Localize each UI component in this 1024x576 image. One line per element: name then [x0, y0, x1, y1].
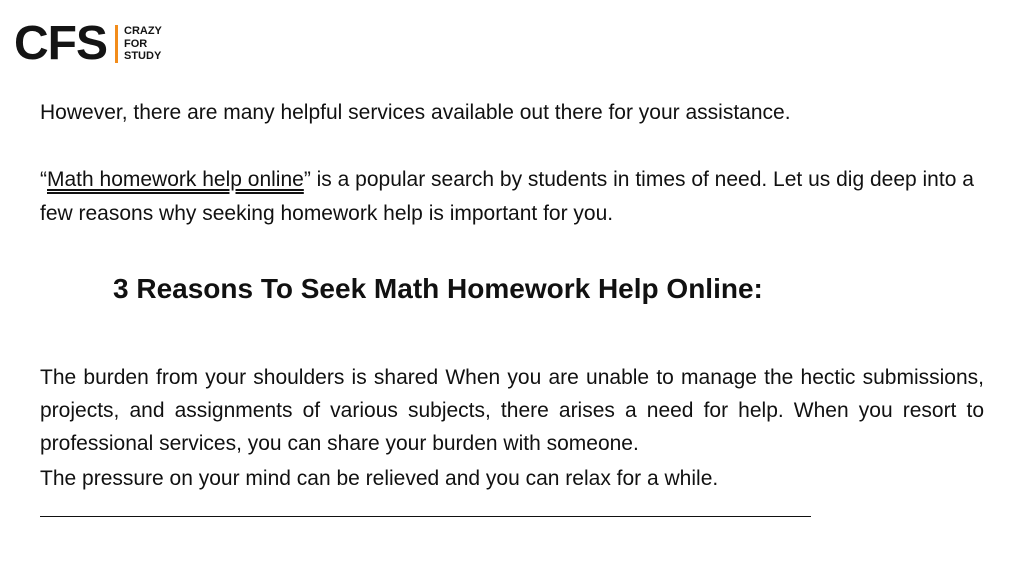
- cfs-logo: [14, 17, 162, 70]
- pressure-paragraph: The pressure on your mind can be relieved and you can relax for a while.: [40, 467, 719, 490]
- burden-paragraph: The burden from your shoulders is shared When you are unable to manage the hectic submissions, projects, and assignments of various subjects, there arises a need for help. When you resort to professional services, you can share your burden with someone.: [40, 366, 984, 455]
- search-paragraph: [40, 163, 1000, 231]
- intro-paragraph: However, there are many helpful services available out there for your assistance.: [40, 101, 791, 124]
- logo-divider: [115, 25, 118, 63]
- logo-tagline-line3: STUDY: [124, 50, 162, 63]
- logo-tagline-line2: FOR: [124, 37, 148, 50]
- math-homework-help-link[interactable]: Math homework help online: [47, 168, 304, 191]
- logo-wordmark: CFS: [14, 17, 107, 70]
- logo-tagline: [124, 25, 162, 63]
- section-heading: 3 Reasons To Seek Math Homework Help Online:: [113, 273, 763, 304]
- logo-tagline-line1: CRAZY: [124, 25, 162, 38]
- open-quote: “: [40, 168, 47, 191]
- horizontal-rule: [40, 516, 811, 517]
- search-paragraph-rest: ” is a popular search by students in times of need. Let us dig deep into a few reasons why seeking homework help is important for you.: [40, 168, 974, 225]
